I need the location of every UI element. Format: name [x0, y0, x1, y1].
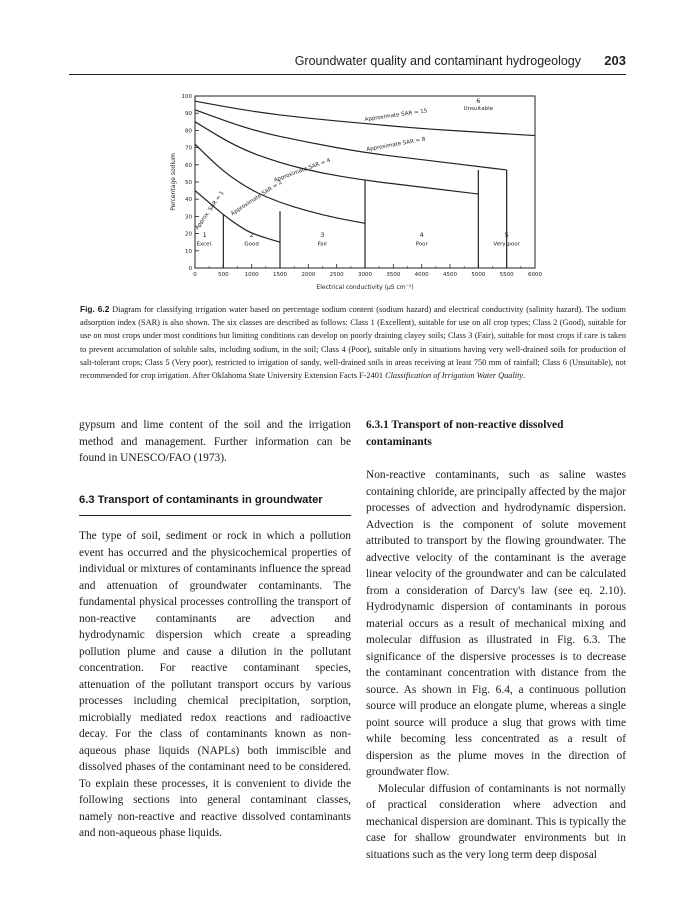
section-paragraph: The type of soil, sediment or rock in which a pollution event has occurred and the physicochemical properties of individual or mixtures of contaminants influence the spread and attenuation of groundwater contaminants. The fundamental physical processes controlling the transport of non-reactive contaminants are advection and hydrodynamic dispersion which create a spreading pollution plume and cause a dilution in the pollutant concentration. For reactive contaminant species, attenuation of the pollutant transport occurs by various processes including chemical precipitation, sorption, microbially mediated redox reactions and radioactive decay. For the class of contaminants known as non-aqueous phase liquids (NAPLs) both immiscible and dissolved phases of the contaminant need to be considered. To explain these processes, it is convenient to divide the following sections into general contaminant classes, namely non-reactive and reactive dissolved contaminants and non-aqueous phase liquids. [79, 530, 351, 839]
figure-caption [80, 303, 626, 382]
class-number: 3 [320, 231, 325, 240]
class-name: Good [244, 241, 259, 248]
running-title: Groundwater quality and contaminant hydrogeology [294, 54, 581, 68]
class-number: 2 [249, 231, 254, 240]
figure-label: Fig. 6.2 [80, 304, 110, 314]
x-tick-label: 1500 [273, 272, 287, 278]
y-tick-label: 30 [185, 214, 192, 221]
y-tick-label: 50 [185, 180, 192, 186]
class-name: Poor [415, 241, 428, 248]
class-number: 5 [504, 231, 509, 240]
sar-label: Approximate SAR = 2 [230, 179, 284, 218]
sar-label: Approx. SAR = 1 [194, 190, 226, 232]
x-tick-label: 2500 [329, 272, 344, 278]
x-axis-label: Electrical conductivity (µS cm⁻¹) [316, 284, 414, 291]
left-column [79, 417, 351, 842]
class-name: Unsuitable [463, 105, 493, 112]
caption-source-title: Classification of Irrigation Water Quality [385, 371, 524, 381]
x-tick-label: 5500 [499, 272, 514, 278]
class-name: Fair [317, 241, 328, 248]
subsection-heading: 6.3.1 Transport of non-reactive dissolved contaminants [366, 419, 564, 448]
x-tick-label: 3500 [386, 272, 401, 278]
caption-end: . [523, 371, 526, 381]
x-tick-label: 500 [218, 272, 229, 278]
y-tick-label: 10 [185, 248, 192, 255]
class-name: Very poor [493, 241, 520, 248]
class-number: 6 [476, 96, 481, 105]
irrigation-classification-chart [165, 88, 565, 293]
x-tick-label: 4000 [414, 272, 429, 278]
caption-text: Diagram for classifying irrigation water based on percentage sodium content (sodium hazard) and electrical conductivity (salinity hazard). The sodium adsorption index (SAR) is also shown. The six classes are described as follows: Class 1 (Excellent), suitable for use on all crop types; Class 2 (Good), suitable for use on most crops under most conditions but limiting conditions can develop on poorly draining clayey soils; Class 3 (Fair), suitable for most crops if care is taken to prevent accumulation of soluble salts, including sodium, in the soil; Class 4 (Poor), suitable only in situations having very well-drained soils for production of salt-tolerant crops; Class 5 (Very poor), restricted to irrigation of sandy, well-drained soils in areas receiving at least 750 mm of rainfall; Class 6 (Unsuitable), not recommended for crop irrigation. After Oklahoma State University Extension Facts F-2401 [80, 305, 626, 381]
y-tick-label: 40 [185, 197, 192, 204]
continued-paragraph: gypsum and lime content of the soil and the irrigation method and management. Further information can be found in UNESCO/FAO (1973). [79, 419, 351, 464]
x-tick-label: 2000 [301, 272, 316, 278]
x-tick-label: 0 [193, 272, 197, 278]
x-tick-label: 1000 [244, 272, 259, 278]
class-number: 1 [202, 231, 207, 240]
x-tick-label: 6000 [528, 272, 542, 278]
page-number: 203 [604, 53, 626, 68]
x-tick-label: 5000 [471, 272, 486, 278]
y-tick-label: 0 [188, 266, 192, 272]
x-tick-label: 3000 [358, 272, 372, 278]
y-tick-label: 80 [185, 128, 192, 135]
y-tick-label: 60 [185, 162, 192, 169]
y-tick-label: 90 [185, 111, 192, 118]
x-tick-label: 4500 [443, 272, 457, 278]
sar-label: Approximate SAR = 8 [366, 136, 426, 154]
sar-label: Approximate SAR = 4 [273, 157, 332, 184]
subsection-paragraph-2: Molecular diffusion of contaminants is not normally of practical consideration where advection and mechanical dispersion are dominant. This is typically the case for shallow groundwater environments but in situations such as the very long term deep disposal [366, 782, 626, 861]
sar-curve [195, 122, 478, 194]
y-tick-label: 100 [181, 94, 192, 100]
page-header [69, 50, 626, 75]
class-name: Excel. [196, 241, 213, 248]
right-column [366, 417, 626, 863]
y-tick-label: 20 [185, 231, 192, 238]
sar-label: Approximate SAR = 15 [364, 108, 428, 124]
class-number: 4 [419, 231, 424, 240]
y-tick-label: 70 [185, 145, 192, 152]
section-heading: 6.3 Transport of contaminants in groundwater [79, 492, 351, 517]
sar-curve [195, 110, 507, 170]
y-axis-label: Percentage sodium [170, 153, 177, 211]
subsection-paragraph-1: Non-reactive contaminants, such as saline wastes containing chloride, are principally affected by the major processes of advection and hydrodynamic dispersion. Advection is the component of solute movement attributed to transport by the flowing groundwater. The advective velocity of the contaminant is the average linear velocity of the groundwater and can be calculated from a consideration of Darcy's law (see eq. 2.10). Hydrodynamic dispersion of contaminants in porous material occurs as a result of mechanical mixing and molecular diffusion as illustrated in Fig. 6.3. The significance of the dispersive processes is to decrease the contaminant concentration with distance from the source. As shown in Fig. 6.4, a continuous pollution source will produce an elongate plume, whereas a single point source will produce a slug that grows with time while becoming less concentrated as a result of dispersion as the plume moves in the direction of groundwater flow. [366, 469, 626, 778]
